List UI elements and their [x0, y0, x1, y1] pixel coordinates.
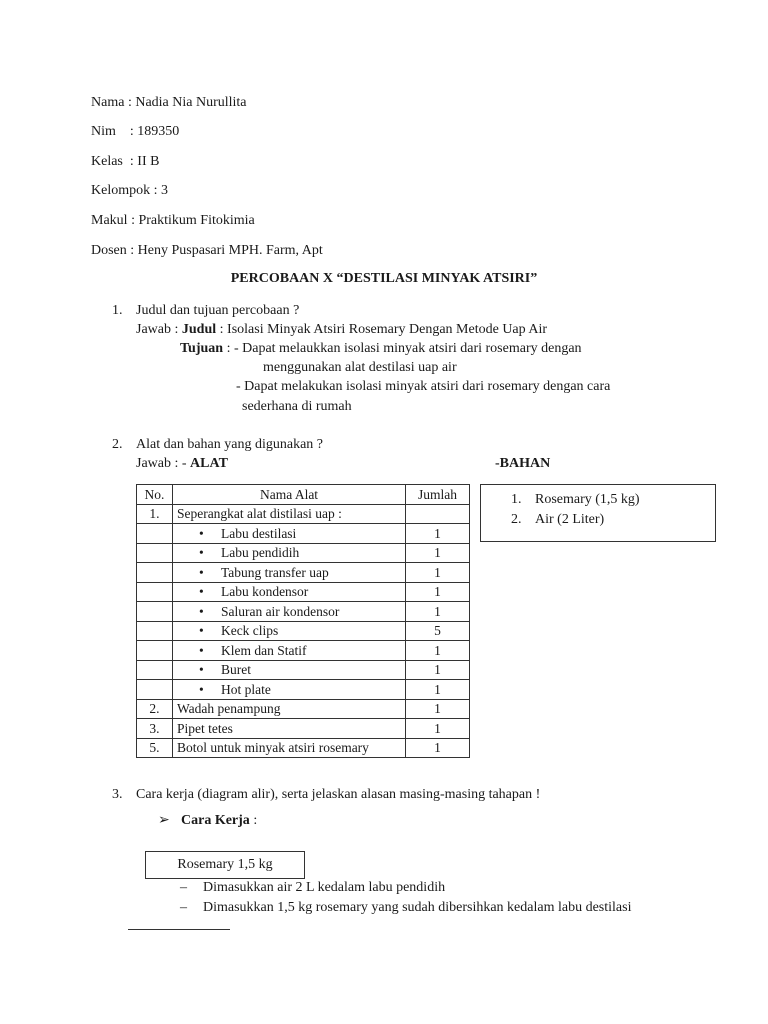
header-nama-alat: Nama Alat — [172, 485, 405, 505]
bahan-item-num: 2. — [511, 512, 522, 527]
identity-dosen: Dosen : Heny Puspasari MPH. Farm, Apt — [91, 243, 323, 258]
q1-tujuan-line2: menggunakan alat destilasi uap air — [263, 360, 457, 375]
tujuan-label: Tujuan — [180, 341, 224, 356]
flow-step-2: Dimasukkan 1,5 kg rosemary yang sudah dibersihkan kedalam labu destilasi — [203, 900, 632, 915]
dash-icon: – — [180, 880, 187, 895]
bahan-label: -BAHAN — [495, 456, 551, 471]
table-row: 3. Pipet tetes 1 — [137, 719, 470, 739]
bahan-item-num: 1. — [511, 492, 522, 507]
table-row: • Buret 1 — [137, 660, 470, 680]
identity-makul: Makul : Praktikum Fitokimia — [91, 213, 255, 228]
q1-tujuan-line4: sederhana di rumah — [242, 399, 352, 414]
bahan-item: Rosemary (1,5 kg) — [535, 492, 640, 507]
judul-label: Judul — [181, 322, 217, 337]
flow-step-1: Dimasukkan air 2 L kedalam labu pendidih — [203, 880, 446, 895]
header-jumlah: Jumlah — [406, 485, 470, 505]
q1-judul-line: Jawab : Judul : Isolasi Minyak Atsiri Rosemary Dengan Metode Uap Air — [136, 322, 548, 337]
q2-jawab-alat: Jawab : - ALAT — [136, 456, 228, 471]
arrow-bullet-icon: ➢ — [158, 813, 170, 828]
q3-question: Cara kerja (diagram alir), serta jelaskan alasan masing-masing tahapan ! — [136, 787, 541, 802]
flow-box-rosemary: Rosemary 1,5 kg — [145, 851, 305, 879]
dash-icon: – — [180, 900, 187, 915]
cara-kerja-heading: Cara Kerja : — [181, 813, 258, 828]
table-row: • Saluran air kondensor 1 — [137, 602, 470, 622]
table-row: • Hot plate 1 — [137, 680, 470, 700]
table-row: • Labu pendidih 1 — [137, 543, 470, 563]
table-row: • Keck clips 5 — [137, 621, 470, 641]
table-row: • Labu kondensor 1 — [137, 582, 470, 602]
table-row: • Klem dan Statif 1 — [137, 641, 470, 661]
table-row: 2. Wadah penampung 1 — [137, 699, 470, 719]
alat-label: ALAT — [190, 456, 228, 471]
identity-kelas: Kelas : II B — [91, 154, 160, 169]
table-row: • Labu destilasi 1 — [137, 524, 470, 544]
table-header-row — [137, 485, 470, 505]
q3-number: 3. — [112, 787, 123, 802]
identity-kelompok: Kelompok : 3 — [91, 183, 168, 198]
identity-nim: Nim : 189350 — [91, 124, 180, 139]
table-row: 1. Seperangkat alat distilasi uap : — [137, 504, 470, 524]
bahan-item: Air (2 Liter) — [535, 512, 605, 527]
q2-number: 2. — [112, 437, 123, 452]
q2-question: Alat dan bahan yang digunakan ? — [136, 437, 323, 452]
footnote-divider — [128, 929, 230, 930]
page-title: PERCOBAAN X “DESTILASI MINYAK ATSIRI” — [230, 271, 538, 286]
q1-tujuan-line1: Tujuan : - Dapat melaukkan isolasi minyak atsiri dari rosemary dengan — [180, 341, 582, 356]
alat-table — [136, 484, 470, 758]
header-no: No. — [137, 485, 173, 505]
table-row: • Tabung transfer uap 1 — [137, 563, 470, 583]
q1-question: Judul dan tujuan percobaan ? — [136, 303, 300, 318]
identity-nama: Nama : Nadia Nia Nurullita — [91, 95, 247, 110]
q1-tujuan-line3: - Dapat melakukan isolasi minyak atsiri dari rosemary dengan cara — [236, 379, 611, 394]
q1-number: 1. — [112, 303, 123, 318]
table-row: 5. Botol untuk minyak atsiri rosemary 1 — [137, 738, 470, 758]
